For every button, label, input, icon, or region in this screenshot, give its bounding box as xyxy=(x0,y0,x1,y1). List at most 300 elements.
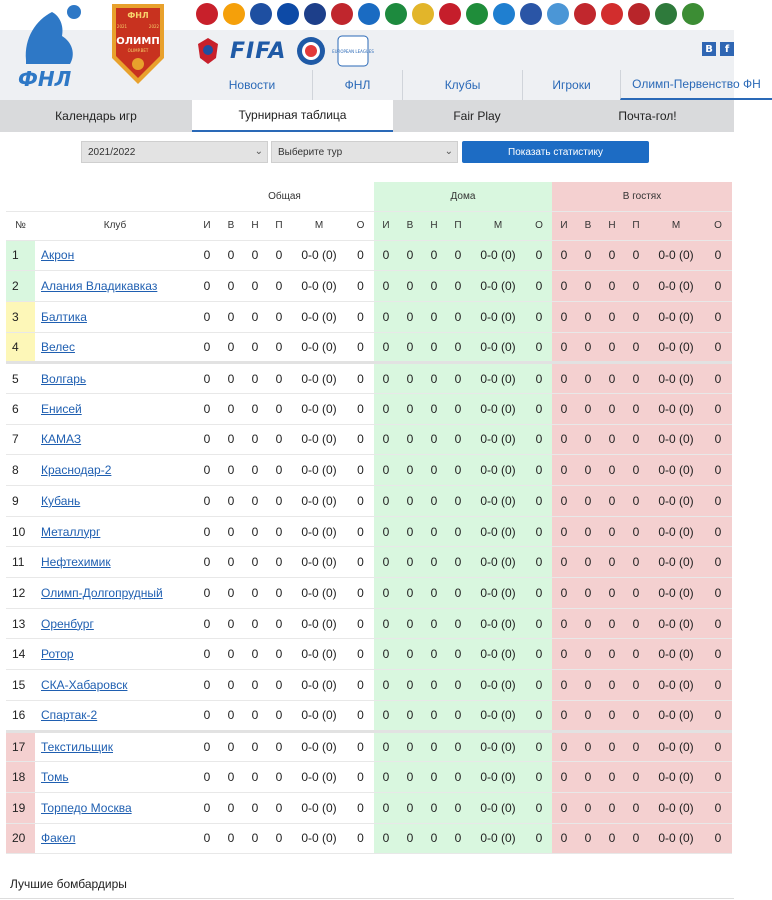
stat-cell: 0 xyxy=(347,486,374,517)
club-link[interactable]: Волгарь xyxy=(41,371,87,386)
stat-cell: 0 xyxy=(552,516,576,547)
stat-cell: 0 xyxy=(374,578,398,609)
stat-cell: 0 xyxy=(704,271,732,302)
stat-cell: 0 xyxy=(624,424,648,455)
stat-cell: 0 xyxy=(600,700,624,731)
club-icon-10[interactable] xyxy=(439,3,461,25)
club-icon-5[interactable] xyxy=(304,3,326,25)
club-icons-strip xyxy=(196,0,704,28)
stat-cell: 0 xyxy=(526,700,552,731)
stat-cell: 0 xyxy=(704,240,732,271)
position-cell: 6 xyxy=(6,393,35,424)
stat-cell: 0 xyxy=(374,486,398,517)
stat-cell: 0-0 (0) xyxy=(648,639,704,670)
stat-cell: 0 xyxy=(624,455,648,486)
olimp-logo[interactable] xyxy=(108,0,168,86)
club-cell xyxy=(35,639,195,670)
stat-cell: 0 xyxy=(624,393,648,424)
season-select-value: 2021/2022 xyxy=(88,146,136,158)
stat-cell: 0 xyxy=(526,516,552,547)
stat-cell: 0 xyxy=(422,393,446,424)
stat-cell: 0 xyxy=(704,639,732,670)
stat-cell: 0 xyxy=(195,639,219,670)
stat-cell: 0 xyxy=(704,486,732,517)
stat-cell: 0 xyxy=(374,516,398,547)
stat-cell: 0 xyxy=(576,547,600,578)
stat-cell: 0 xyxy=(624,670,648,701)
nav-news[interactable]: Новости xyxy=(228,78,276,92)
stat-cell: 0 xyxy=(195,240,219,271)
stat-cell: 0 xyxy=(267,578,291,609)
club-icon-15[interactable] xyxy=(574,3,596,25)
stat-cell: 0 xyxy=(624,486,648,517)
column-header: Н xyxy=(243,211,267,240)
club-link[interactable]: Торпедо Москва xyxy=(41,800,132,815)
fifa-logo[interactable]: FIFA xyxy=(230,38,287,64)
club-icon-4[interactable] xyxy=(277,3,299,25)
stat-cell: 0-0 (0) xyxy=(291,455,347,486)
stat-cell: 0 xyxy=(624,792,648,823)
stat-cell: 0 xyxy=(267,424,291,455)
stat-cell: 0 xyxy=(243,271,267,302)
club-icon-17[interactable] xyxy=(628,3,650,25)
stat-cell: 0 xyxy=(347,762,374,793)
stat-cell: 0-0 (0) xyxy=(470,240,526,271)
stat-cell: 0 xyxy=(552,240,576,271)
stat-cell: 0-0 (0) xyxy=(648,731,704,762)
stat-cell: 0-0 (0) xyxy=(291,700,347,731)
facebook-icon[interactable]: f xyxy=(720,42,734,56)
table-row xyxy=(6,823,732,854)
stat-cell: 0 xyxy=(347,393,374,424)
club-icon-16[interactable] xyxy=(601,3,623,25)
stat-cell: 0 xyxy=(243,792,267,823)
club-icon-7[interactable] xyxy=(358,3,380,25)
show-stats-button[interactable]: Показать статистику xyxy=(462,141,649,163)
tab-goal-mail[interactable]: Почта-гол! xyxy=(618,109,677,123)
stat-cell: 0 xyxy=(526,240,552,271)
club-cell xyxy=(35,700,195,731)
stat-cell: 0 xyxy=(600,608,624,639)
stat-cell: 0 xyxy=(704,301,732,332)
stat-cell: 0 xyxy=(347,516,374,547)
stat-cell: 0 xyxy=(422,639,446,670)
club-icon-12[interactable] xyxy=(493,3,515,25)
club-link[interactable]: Спартак-2 xyxy=(41,708,98,723)
stat-cell: 0 xyxy=(446,670,470,701)
stat-cell: 0 xyxy=(526,363,552,394)
stat-cell: 0-0 (0) xyxy=(648,455,704,486)
column-header: П xyxy=(267,211,291,240)
stat-cell: 0 xyxy=(576,762,600,793)
group-header-overall: Общая xyxy=(195,182,374,211)
stat-cell: 0-0 (0) xyxy=(648,240,704,271)
stat-cell: 0 xyxy=(219,700,243,731)
fnl-logo[interactable] xyxy=(6,2,92,92)
stat-cell: 0 xyxy=(576,700,600,731)
standings-body xyxy=(6,240,732,854)
stat-cell: 0 xyxy=(219,301,243,332)
stat-cell: 0 xyxy=(195,516,219,547)
stat-cell: 0 xyxy=(347,271,374,302)
stat-cell: 0-0 (0) xyxy=(648,271,704,302)
stat-cell: 0 xyxy=(195,424,219,455)
column-header: И xyxy=(195,211,219,240)
stat-cell: 0-0 (0) xyxy=(291,363,347,394)
club-cell xyxy=(35,547,195,578)
stat-cell: 0-0 (0) xyxy=(470,455,526,486)
stat-cell: 0-0 (0) xyxy=(470,271,526,302)
stat-cell: 0 xyxy=(195,608,219,639)
stat-cell: 0 xyxy=(704,424,732,455)
club-link[interactable]: Кубань xyxy=(41,493,81,508)
stat-cell: 0-0 (0) xyxy=(470,301,526,332)
stat-cell: 0 xyxy=(219,271,243,302)
stat-cell: 0 xyxy=(347,240,374,271)
stat-cell: 0 xyxy=(422,455,446,486)
stat-cell: 0 xyxy=(243,578,267,609)
stat-cell: 0 xyxy=(243,301,267,332)
stat-cell: 0-0 (0) xyxy=(291,271,347,302)
stat-cell: 0-0 (0) xyxy=(291,240,347,271)
position-cell: 12 xyxy=(6,578,35,609)
vk-icon[interactable]: В xyxy=(702,42,716,56)
stat-cell: 0 xyxy=(374,393,398,424)
stat-cell: 0 xyxy=(267,762,291,793)
stat-cell: 0 xyxy=(576,240,600,271)
stat-cell: 0 xyxy=(374,332,398,363)
stat-cell: 0 xyxy=(600,578,624,609)
table-row xyxy=(6,547,732,578)
table-row xyxy=(6,731,732,762)
olimp-logo-text: ОЛИМП xyxy=(116,36,160,47)
round-select[interactable] xyxy=(271,141,458,163)
stat-cell: 0 xyxy=(219,332,243,363)
stat-cell: 0 xyxy=(576,578,600,609)
position-cell: 14 xyxy=(6,639,35,670)
club-icon-13[interactable] xyxy=(520,3,542,25)
stat-cell: 0 xyxy=(374,240,398,271)
stat-cell: 0 xyxy=(267,363,291,394)
stat-cell: 0-0 (0) xyxy=(470,393,526,424)
stat-cell: 0 xyxy=(347,424,374,455)
column-header: № xyxy=(6,211,35,240)
column-header: О xyxy=(704,211,732,240)
stat-cell: 0 xyxy=(552,823,576,854)
stat-cell: 0 xyxy=(552,762,576,793)
stat-cell: 0 xyxy=(347,823,374,854)
stat-cell: 0 xyxy=(552,455,576,486)
stat-cell: 0 xyxy=(195,455,219,486)
position-cell: 18 xyxy=(6,762,35,793)
stat-cell: 0 xyxy=(219,516,243,547)
club-cell xyxy=(35,608,195,639)
stat-cell: 0 xyxy=(243,639,267,670)
club-icon-19[interactable] xyxy=(682,3,704,25)
stat-cell: 0 xyxy=(219,670,243,701)
stat-cell: 0 xyxy=(704,731,732,762)
nav-olimp-championship[interactable]: Олимп-Первенство ФН xyxy=(620,70,772,100)
club-link[interactable]: Алания Владикавказ xyxy=(41,279,158,294)
club-icon-2[interactable] xyxy=(223,3,245,25)
club-icon-9[interactable] xyxy=(412,3,434,25)
club-link[interactable]: КАМАЗ xyxy=(41,432,82,447)
stat-cell: 0 xyxy=(624,608,648,639)
european-leagues-text: EUROPEAN LEAGUES xyxy=(332,49,375,54)
club-link[interactable]: Факел xyxy=(41,831,76,846)
group-header-row xyxy=(6,182,732,211)
stat-cell: 0 xyxy=(195,547,219,578)
stat-cell: 0 xyxy=(624,639,648,670)
club-link[interactable]: Акрон xyxy=(41,248,75,263)
stat-cell: 0-0 (0) xyxy=(648,393,704,424)
table-row xyxy=(6,608,732,639)
rfs-emblem-icon[interactable] xyxy=(196,36,220,66)
table-row xyxy=(6,332,732,363)
stat-cell: 0-0 (0) xyxy=(291,639,347,670)
top-nav xyxy=(192,70,772,100)
stat-cell: 0 xyxy=(576,393,600,424)
stat-cell: 0 xyxy=(398,608,422,639)
stat-cell: 0 xyxy=(422,271,446,302)
stat-cell: 0 xyxy=(243,670,267,701)
table-row xyxy=(6,700,732,731)
stat-cell: 0 xyxy=(243,363,267,394)
stat-cell: 0 xyxy=(243,332,267,363)
stat-cell: 0 xyxy=(446,762,470,793)
stat-cell: 0-0 (0) xyxy=(291,424,347,455)
stat-cell: 0-0 (0) xyxy=(470,762,526,793)
club-link[interactable]: Краснодар-2 xyxy=(41,463,112,478)
european-leagues-logo[interactable] xyxy=(332,34,375,68)
stat-cell: 0 xyxy=(422,792,446,823)
stat-cell: 0 xyxy=(267,823,291,854)
stat-cell: 0 xyxy=(398,486,422,517)
stat-cell: 0 xyxy=(446,486,470,517)
stat-cell: 0-0 (0) xyxy=(291,792,347,823)
stat-cell: 0-0 (0) xyxy=(291,516,347,547)
stat-cell: 0 xyxy=(267,700,291,731)
club-link[interactable]: СКА-Хабаровск xyxy=(41,677,128,692)
stat-cell: 0-0 (0) xyxy=(291,578,347,609)
stat-cell: 0-0 (0) xyxy=(648,792,704,823)
position-cell: 13 xyxy=(6,608,35,639)
club-link[interactable]: Велес xyxy=(41,339,75,354)
stat-cell: 0 xyxy=(398,455,422,486)
stat-cell: 0 xyxy=(600,762,624,793)
club-cell xyxy=(35,792,195,823)
position-cell: 20 xyxy=(6,823,35,854)
uefa-icon[interactable] xyxy=(296,36,326,66)
stat-cell: 0 xyxy=(600,486,624,517)
stat-cell: 0 xyxy=(195,332,219,363)
stat-cell: 0 xyxy=(526,608,552,639)
stat-cell: 0 xyxy=(576,486,600,517)
stat-cell: 0 xyxy=(243,823,267,854)
stat-cell: 0 xyxy=(347,670,374,701)
stat-cell: 0 xyxy=(526,486,552,517)
club-link[interactable]: Металлург xyxy=(41,524,101,539)
column-header: П xyxy=(624,211,648,240)
stat-cell: 0 xyxy=(398,578,422,609)
column-header: И xyxy=(552,211,576,240)
stat-cell: 0 xyxy=(347,792,374,823)
stat-cell: 0 xyxy=(398,639,422,670)
stat-cell: 0 xyxy=(243,700,267,731)
stat-cell: 0 xyxy=(243,424,267,455)
club-icon-8[interactable] xyxy=(385,3,407,25)
stat-cell: 0 xyxy=(398,240,422,271)
season-select[interactable] xyxy=(81,141,268,163)
table-row xyxy=(6,301,732,332)
club-icon-11[interactable] xyxy=(466,3,488,25)
stat-cell: 0 xyxy=(704,578,732,609)
stat-cell: 0 xyxy=(267,792,291,823)
nav-players[interactable]: Игроки xyxy=(522,70,620,100)
filters-bar xyxy=(0,132,734,172)
table-row xyxy=(6,424,732,455)
stat-cell: 0-0 (0) xyxy=(291,486,347,517)
stat-cell: 0 xyxy=(446,547,470,578)
stat-cell: 0 xyxy=(552,578,576,609)
stat-cell: 0 xyxy=(422,670,446,701)
stat-cell: 0 xyxy=(374,301,398,332)
club-link[interactable]: Оренбург xyxy=(41,616,94,631)
stat-cell: 0 xyxy=(446,240,470,271)
stat-cell: 0 xyxy=(576,455,600,486)
stat-cell: 0-0 (0) xyxy=(648,608,704,639)
stat-cell: 0 xyxy=(267,393,291,424)
nav-clubs[interactable]: Клубы xyxy=(402,70,522,100)
stat-cell: 0 xyxy=(243,455,267,486)
nav-fnl[interactable]: ФНЛ xyxy=(312,70,402,100)
stat-cell: 0 xyxy=(267,731,291,762)
club-link[interactable]: Ротор xyxy=(41,647,74,662)
sub-nav xyxy=(0,100,734,132)
club-link[interactable]: Олимп-Долгопрудный xyxy=(41,585,163,600)
club-icon-18[interactable] xyxy=(655,3,677,25)
stat-cell: 0-0 (0) xyxy=(648,301,704,332)
column-header: М xyxy=(648,211,704,240)
stat-cell: 0-0 (0) xyxy=(470,608,526,639)
club-icon-3[interactable] xyxy=(250,3,272,25)
olimp-logo-year-left: 2021 xyxy=(116,24,128,29)
club-link[interactable]: Текстильщик xyxy=(41,739,113,754)
stat-cell: 0 xyxy=(526,332,552,363)
stat-cell: 0 xyxy=(526,639,552,670)
stat-cell: 0-0 (0) xyxy=(470,332,526,363)
club-cell xyxy=(35,363,195,394)
stat-cell: 0 xyxy=(552,363,576,394)
stat-cell: 0 xyxy=(267,608,291,639)
stat-cell: 0 xyxy=(704,792,732,823)
club-cell xyxy=(35,393,195,424)
stat-cell: 0 xyxy=(576,670,600,701)
stat-cell: 0 xyxy=(422,516,446,547)
club-cell xyxy=(35,455,195,486)
stat-cell: 0 xyxy=(576,301,600,332)
stat-cell: 0 xyxy=(704,547,732,578)
stat-cell: 0 xyxy=(398,670,422,701)
stat-cell: 0 xyxy=(704,516,732,547)
stat-cell: 0 xyxy=(446,363,470,394)
tab-fair-play[interactable]: Fair Play xyxy=(453,109,501,123)
club-icon-6[interactable] xyxy=(331,3,353,25)
stat-cell: 0 xyxy=(624,301,648,332)
stat-cell: 0 xyxy=(422,486,446,517)
club-icon-14[interactable] xyxy=(547,3,569,25)
stat-cell: 0 xyxy=(526,792,552,823)
club-cell xyxy=(35,486,195,517)
table-row xyxy=(6,271,732,302)
stat-cell: 0 xyxy=(526,731,552,762)
stat-cell: 0 xyxy=(195,301,219,332)
column-header: Н xyxy=(422,211,446,240)
club-link[interactable]: Томь xyxy=(41,770,69,785)
club-icon-1[interactable] xyxy=(196,3,218,25)
position-cell: 8 xyxy=(6,455,35,486)
stat-cell: 0 xyxy=(219,608,243,639)
stat-cell: 0 xyxy=(195,762,219,793)
stat-cell: 0 xyxy=(526,393,552,424)
stat-cell: 0 xyxy=(552,301,576,332)
stat-cell: 0 xyxy=(704,332,732,363)
stat-cell: 0 xyxy=(219,578,243,609)
stat-cell: 0 xyxy=(243,762,267,793)
stat-cell: 0 xyxy=(219,455,243,486)
stat-cell: 0 xyxy=(398,516,422,547)
stat-cell: 0-0 (0) xyxy=(648,363,704,394)
stat-cell: 0 xyxy=(422,608,446,639)
stat-cell: 0 xyxy=(600,516,624,547)
social-links xyxy=(702,42,734,56)
stat-cell: 0-0 (0) xyxy=(470,731,526,762)
tab-standings[interactable]: Турнирная таблица xyxy=(192,100,393,132)
stat-cell: 0 xyxy=(600,301,624,332)
club-link[interactable]: Енисей xyxy=(41,401,82,416)
club-link[interactable]: Балтика xyxy=(41,309,87,324)
column-header: В xyxy=(219,211,243,240)
column-header: В xyxy=(398,211,422,240)
table-row xyxy=(6,516,732,547)
stat-cell: 0 xyxy=(195,731,219,762)
stat-cell: 0 xyxy=(267,240,291,271)
stat-cell: 0 xyxy=(267,301,291,332)
stat-cell: 0-0 (0) xyxy=(470,823,526,854)
column-header: П xyxy=(446,211,470,240)
stat-cell: 0 xyxy=(219,639,243,670)
position-cell: 1 xyxy=(6,240,35,271)
stat-cell: 0 xyxy=(347,301,374,332)
position-cell: 16 xyxy=(6,700,35,731)
stat-cell: 0 xyxy=(267,271,291,302)
table-row xyxy=(6,792,732,823)
stat-cell: 0 xyxy=(526,301,552,332)
column-header-row xyxy=(6,211,732,240)
club-cell xyxy=(35,240,195,271)
stat-cell: 0 xyxy=(219,731,243,762)
club-cell xyxy=(35,332,195,363)
stat-cell: 0 xyxy=(422,240,446,271)
tab-calendar[interactable]: Календарь игр xyxy=(55,109,137,123)
stat-cell: 0 xyxy=(576,332,600,363)
stat-cell: 0-0 (0) xyxy=(648,424,704,455)
stat-cell: 0 xyxy=(446,424,470,455)
stat-cell: 0 xyxy=(347,639,374,670)
olimp-logo-sub: OLIMP.BET xyxy=(127,48,149,53)
club-link[interactable]: Нефтехимик xyxy=(41,555,111,570)
stat-cell: 0-0 (0) xyxy=(470,670,526,701)
